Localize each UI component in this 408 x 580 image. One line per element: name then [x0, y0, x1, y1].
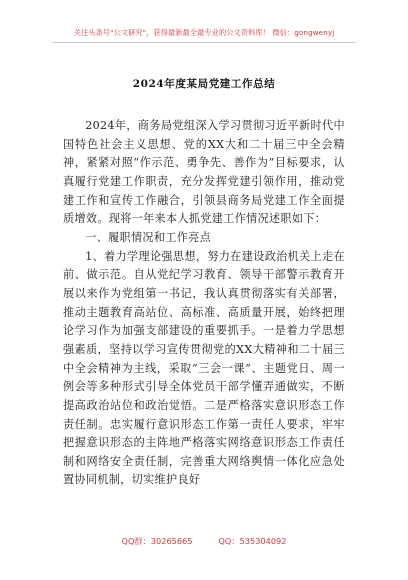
section-heading: 一、履职情况和工作亮点: [85, 230, 212, 244]
body-paragraph-intro: 2024年，商务局党组深入学习贯彻习近平新时代中国特色社会主义思想、党的XX大和二十届三中全会精神，紧紧对照“作示范、勇争先、善作为”目标要求，认真履行党建工作职责，充分发挥党建引领作用，推动党建工作和宣传工作融合，引领县商务局党建工作全面提质增效。现将一年来本人抓党建工作情况述职如下：: [63, 119, 345, 226]
header-banner: 关注头条号"公文研究"，获得最新最全最专业的公文资料库！ 微信：gongwenyj: [73, 28, 335, 37]
footer-qq-number: QQ：535304092: [218, 536, 287, 546]
header-divider: [52, 42, 356, 43]
document-body: [63, 117, 345, 490]
document-title: 2024年度某局党建工作总结: [132, 78, 276, 90]
footer-qq-group: QQ群：30265665: [121, 536, 193, 546]
footer-contact: [0, 536, 408, 547]
body-paragraph-1: 1、着力学理论强思想，努力在建设政治机关上走在前、做示范。自从党纪学习教育、领导干部警示教育开展以来作为党组第一书记，我认真贯彻落实有关部署，推动主题教育高站位、高标准、高质量开展，始终把理论学习作为加强支部建设的重要抓手。一是着力学思想强素质，坚持以学习宣传贯彻党的XX大精神和二十届三中全会精神为主线，采取“三会一课”、主题党日、周一例会等多种形式引导全体党员干部学懂弄通做实，不断提高政治站位和政治觉悟。二是严格落实意识形态工作责任制。忠实履行意识形态工作第一责任人要求，牢牢把握意识形态的主阵地严格落实网络意识形态工作责任制和网络安全责任制，完善重大网络舆情一体化应急处置协同机制，切实维护良好: [63, 249, 345, 487]
